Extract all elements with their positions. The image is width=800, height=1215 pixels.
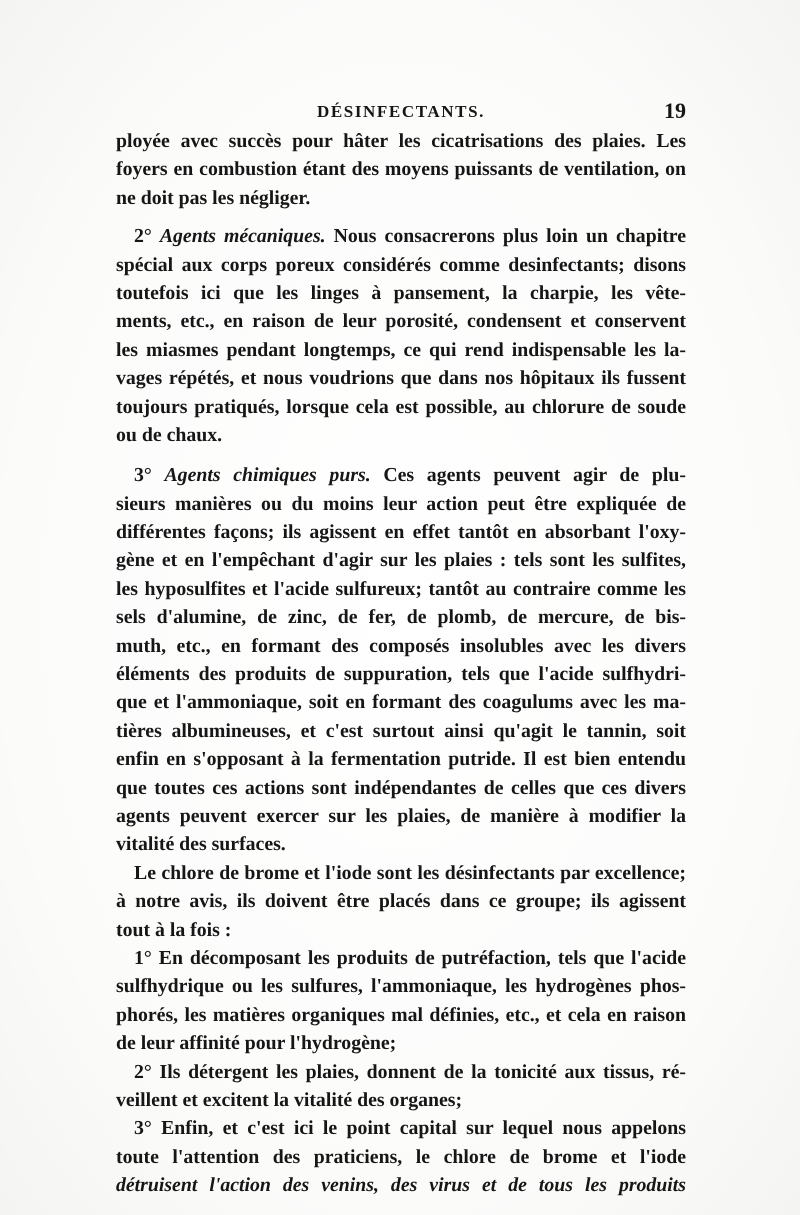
paragraph-point-3 xyxy=(116,1114,686,1199)
text-line: les miasmes pendant longtemps, ce qui rend indispensable les la- xyxy=(116,338,686,361)
text-line: tout à la fois : xyxy=(116,918,232,941)
text-line: spécial aux corps poreux considérés comme desinfectants; disons xyxy=(116,253,686,276)
text-line: sels d'alumine, de zinc, de fer, de plomb, de mercure, de bis- xyxy=(116,606,686,629)
body-text xyxy=(116,127,686,1199)
text-line: Le chlore de brome et l'iode sont les désinfectants par excellence; xyxy=(134,861,686,884)
text-line: à notre avis, ils doivent être placés dans ce groupe; ils agissent xyxy=(116,890,686,913)
text-line: tières albumineuses, et c'est surtout ainsi qu'agit le tannin, soit xyxy=(116,719,686,742)
paragraph-ventilation xyxy=(116,127,686,212)
paragraph-agents-mecaniques xyxy=(116,222,686,449)
paragraph-point-1 xyxy=(116,944,686,1058)
section-heading-agents-chimiques: Agents chimiques purs. xyxy=(164,464,371,487)
text-line: ments, etc., en raison de leur porosité, condensent et conservent xyxy=(116,310,686,333)
section-number: 3° xyxy=(134,464,165,487)
text-line: sulfhydrique ou les sulfures, l'ammoniaque, les hydrogènes phos- xyxy=(116,975,686,998)
text-line: sieurs manières ou du moins leur action peut être expliquée de xyxy=(116,492,686,515)
text-line: vitalité des surfaces. xyxy=(116,833,286,856)
text-line: que toutes ces actions sont indépendantes de celles que ces divers xyxy=(116,776,686,799)
text-line: ployée avec succès pour hâter les cicatrisations des plaies. Les xyxy=(116,130,686,152)
running-title: DÉSINFECTANTS. xyxy=(316,102,486,121)
text-line: 3° Enfin, et c'est ici le point capital sur lequel nous appelons xyxy=(134,1117,686,1140)
section-heading-agents-mecaniques: Agents mécaniques. xyxy=(159,225,326,248)
text-line: différentes façons; ils agissent en effet tantôt en absorbant l'oxy- xyxy=(116,521,686,544)
text-line: 1° En décomposant les produits de putréfaction, tels que l'acide xyxy=(134,946,686,969)
text-line: phorés, les matières organiques mal définies, etc., et cela en raison xyxy=(116,1003,686,1026)
text-line: muth, etc., en formant des composés insolubles avec les divers xyxy=(116,634,686,657)
text-line xyxy=(116,461,686,489)
text-line: veillent et excitent la vitalité des organes; xyxy=(116,1088,463,1111)
text-line: ne doit pas les négliger. xyxy=(116,186,311,209)
text-line: toutefois ici que les linges à pansement, la charpie, les vête- xyxy=(116,281,686,304)
text-line: ou de chaux. xyxy=(116,423,223,446)
text-line: enfin en s'opposant à la fermentation putride. Il est bien entendu xyxy=(116,748,686,771)
text-line: foyers en combustion étant des moyens puissants de ventilation, on xyxy=(116,158,686,181)
text-line: vages répétés, et nous voudrions que dans nos hôpitaux ils fussent xyxy=(116,367,686,390)
text-line: gène et en l'empêchant d'agir sur les plaies : tels sont les sulfites, xyxy=(116,549,686,572)
text-line: toute l'attention des praticiens, le chlore de brome et l'iode xyxy=(116,1145,686,1168)
text-line: de leur affinité pour l'hydrogène; xyxy=(116,1032,397,1055)
section-number: 2° xyxy=(134,225,160,248)
text-line: agents peuvent exercer sur les plaies, de manière à modifier la xyxy=(116,804,686,827)
text-line: 2° Ils détergent les plaies, donnent de la tonicité aux tissus, ré- xyxy=(134,1060,686,1083)
text-fragment: Ces agents peuvent agir de plu- xyxy=(370,464,686,487)
text-line: toujours pratiqués, lorsque cela est possible, au chlorure de soude xyxy=(116,395,686,418)
paragraph-chlore-brome-iode xyxy=(116,859,686,944)
text-line: les hyposulfites et l'acide sulfureux; tantôt au contraire comme les xyxy=(116,577,686,600)
paragraph-point-2 xyxy=(116,1058,686,1115)
page-header xyxy=(116,98,686,126)
page-number: 19 xyxy=(664,98,686,123)
text-line xyxy=(116,222,686,250)
text-line: éléments des produits de suppuration, tels que l'acide sulfhydri- xyxy=(116,663,686,686)
text-line: que et l'ammoniaque, soit en formant des coagulums avec les ma- xyxy=(116,691,686,714)
text-fragment: Nous consacrerons plus loin un chapitre xyxy=(325,225,686,248)
paragraph-agents-chimiques xyxy=(116,461,686,858)
text-line-italic: détruisent l'action des venins, des virus et de tous les produits xyxy=(116,1174,686,1197)
